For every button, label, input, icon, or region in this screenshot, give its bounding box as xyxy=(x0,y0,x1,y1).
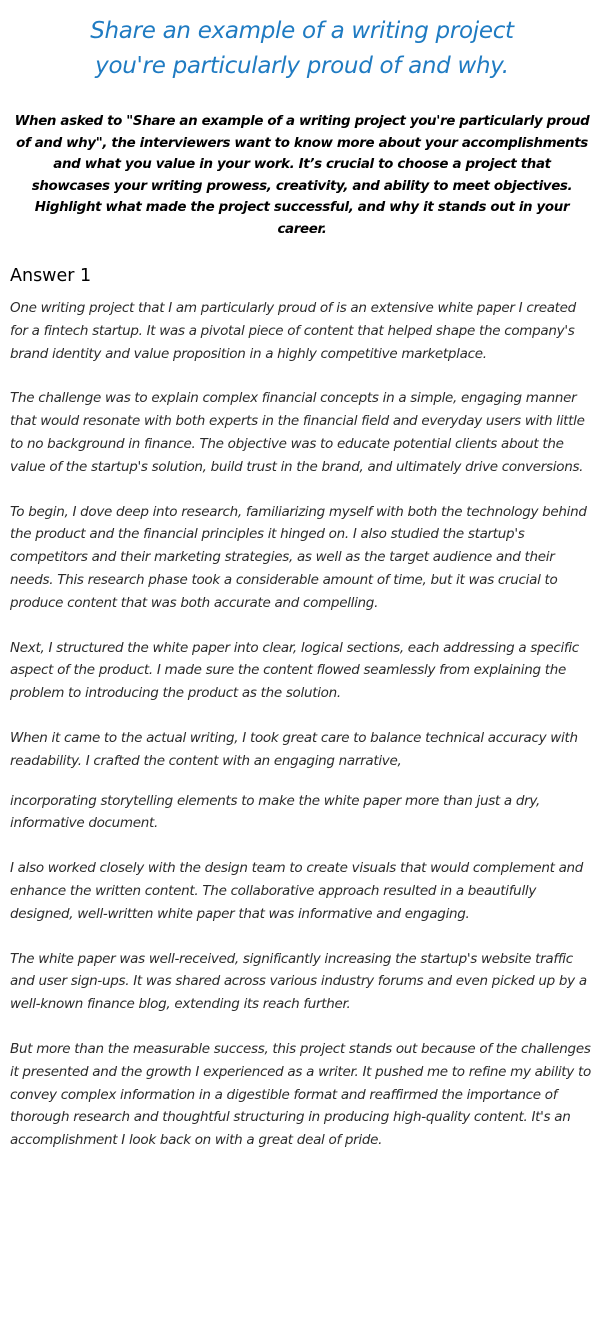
answer-paragraph-6: incorporating storytelling elements to make the white paper more than just a dry, informative document. xyxy=(10,792,541,832)
answer-paragraph-3: To begin, I dove deep into research, familiarizing myself with both the technology behind the product and the financial principles it hinged on. I also studied the startup's competitors and their marketing strategies, as well as the target audience and their needs. This research phase took a considerable amount of time, but it was crucial to produce content that was both accurate and compelling. xyxy=(10,503,587,611)
answer-paragraph-5: When it came to the actual writing, I took great care to balance technical accuracy with readability. I crafted the content with an engaging narrative, xyxy=(10,729,578,769)
page-title-line-1: Share an example of a writing project xyxy=(90,18,514,44)
answer-body xyxy=(10,297,594,1152)
answer-heading: Answer 1 xyxy=(10,266,92,286)
intro-paragraph: When asked to "Share an example of a writing project you're particularly proud of and why", the interviewers want to know more about your accomplishments and what you value in your work. It’s crucial to choose a project that showcases your writing prowess, creativity, and ability to meet objectives. Highlight what made the project successful, and why it stands out in your career. xyxy=(14,114,590,237)
answer-paragraph-2: The challenge was to explain complex financial concepts in a simple, engaging manner that would resonate with both experts in the financial field and everyday users with little to no background in finance. The objective was to educate potential clients about the value of the startup's solution, build trust in the brand, and ultimately drive conversions. xyxy=(10,390,585,475)
answer-paragraph-9: But more than the measurable success, this project stands out because of the challenges it presented and the growth I experienced as a writer. It pushed me to refine my ability to convey complex information in a digestible format and reaffirmed the importance of thorough research and thoughtful structuring in producing high-quality content. It's an accomplishment I look back on with a great deal of pride. xyxy=(10,1040,591,1149)
page-title xyxy=(10,0,594,84)
answer-paragraph-7: I also worked closely with the design team to create visuals that would complement and enhance the written content. The collaborative approach resulted in a beautifully designed, well-written white paper that was informative and engaging. xyxy=(10,860,584,922)
answer-paragraph-1: One writing project that I am particularly proud of is an extensive white paper I created for a fintech startup. It was a pivotal piece of content that helped shape the company's brand identity and value proposition in a highly competitive marketplace. xyxy=(10,300,576,362)
answer-paragraph-4: Next, I structured the white paper into clear, logical sections, each addressing a specific aspect of the product. I made sure the content flowed seamlessly from explaining the problem to introducing the product as the solution. xyxy=(10,639,579,702)
page-title-line-2: you're particularly proud of and why. xyxy=(95,53,509,79)
answer-paragraph-8: The white paper was well-received, significantly increasing the startup's website traffic and user sign-ups. It was shared across various industry forums and even picked up by a well-known finance blog, extending its reach further. xyxy=(10,950,587,1013)
